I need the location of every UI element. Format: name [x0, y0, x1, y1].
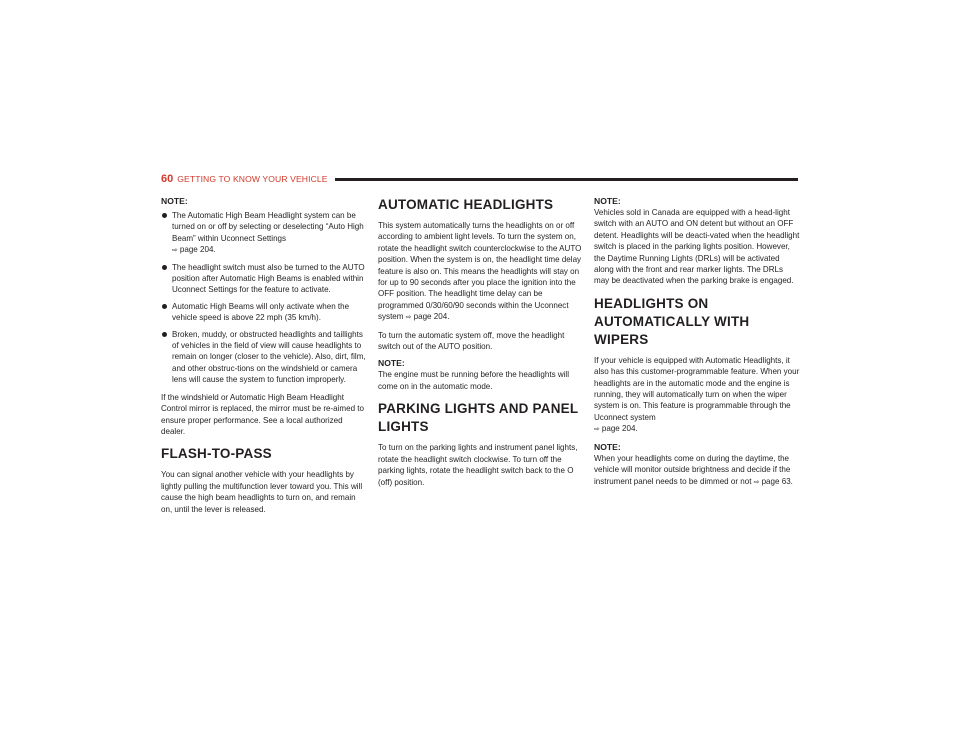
automatic-off-text: To turn the automatic system off, move the headlight switch out of the AUTO position.: [378, 330, 565, 352]
page-ref: page 204.: [413, 312, 450, 322]
section-title: GETTING TO KNOW YOUR VEHICLE: [177, 174, 328, 184]
bullet-icon: [162, 213, 167, 218]
note-bullet-list: [161, 210, 367, 386]
heading-flash-to-pass: FLASH-TO-PASS: [161, 446, 272, 462]
page-ref-arrow-icon: ⇨: [405, 314, 412, 322]
auto-text: This system automatically turns the headlights on or off according to ambient light levels. To turn the system on, rotate the headlight switch counterclockwise to the AUTO position. When the system is on, the headlight time delay feature is also on. This means the headlights will stay on for up to 90 seconds after you place the ignition into the OFF position. The headlight time delay can be programmed 0/30/60/90 seconds within the Uconnect system: [378, 221, 582, 322]
parking-lights-text: To turn on the parking lights and instrument panel lights, rotate the headlight switch clockwise. To turn off the parking lights, rotate the headlight switch back to the O (off) position.: [378, 443, 578, 487]
heading-parking-lights: PARKING LIGHTS AND PANEL LIGHTS: [378, 401, 579, 435]
note-text: [594, 453, 800, 488]
bullet-text: Automatic High Beams will only activate when the vehicle speed is above 22 mph (35 km/h).: [172, 301, 350, 323]
automatic-headlights-text: [378, 220, 584, 324]
bullet-icon: [162, 332, 167, 337]
column-1: [161, 196, 367, 521]
page-ref-arrow-icon: ⇨: [594, 426, 600, 434]
note2-body: When your headlights come on during the daytime, the vehicle will monitor outside brightness and decide if the instrument panel needs to be dimmed or not: [594, 453, 791, 486]
header-rule: [335, 178, 798, 181]
heading-headlights-with-wipers: HEADLIGHTS ON AUTOMATICALLY WITH WIPERS: [594, 295, 750, 347]
wipers-text: [594, 355, 800, 436]
bullet-icon: [162, 304, 167, 309]
bullet-text: The headlight switch must also be turned to the AUTO position after Automatic High Beams is enabled within Uconnect Settings for the feature to activate.: [172, 262, 365, 295]
note-label: NOTE:: [161, 196, 188, 206]
page-number: 60: [161, 173, 174, 185]
note-text: The engine must be running before the headlights will come on in the automatic mode.: [378, 370, 570, 391]
list-item: [161, 262, 367, 296]
mirror-paragraph: If the windshield or Automatic High Beam Headlight Control mirror is replaced, the mirror must be re-aimed to ensure proper performance. See a local authorized dealer.: [161, 392, 365, 436]
note-text: Vehicles sold in Canada are equipped with a head-light switch with an AUTO and ON detent but without an OFF detent. Headlights will be deacti-vated when the headlight switch is placed in the parking lights position. However, the Daytime Running Lights (DRLs) will be activated along with the front and rear marker lights. The DRLs may be deactivated when the parking brake is engaged.: [594, 208, 800, 286]
note-label: NOTE:: [378, 358, 405, 369]
page-ref: page 204.: [601, 424, 638, 434]
page-ref-arrow-icon: ⇨: [753, 478, 760, 486]
note-label: NOTE:: [594, 441, 621, 452]
list-item: [161, 301, 367, 324]
list-item: [161, 210, 367, 257]
page-ref: page 63.: [761, 476, 793, 486]
page-ref: page 204.: [179, 245, 216, 255]
bullet-text: The Automatic High Beam Headlight system can be turned on or off by selecting or deselecting “Auto High Beam” within Uconnect Settings: [172, 211, 364, 243]
flash-to-pass-text: You can signal another vehicle with your headlights by lightly pulling the multifunction lever toward you. This will cause the high beam headlights to turn on, and remain on, until the lever is released.: [161, 470, 363, 514]
wipers-body: If your vehicle is equipped with Automatic Headlights, it also has this customer-programmable feature. When your headlights are in the automatic mode and the engine is running, they will automatically turn on when the wiper system is on. This feature is programmable through the Uconnect system: [594, 355, 800, 422]
page-header: [161, 172, 798, 186]
heading-automatic-headlights: AUTOMATIC HEADLIGHTS: [378, 197, 554, 212]
bullet-icon: [162, 265, 167, 270]
page-ref-arrow-icon: ⇨: [172, 247, 178, 255]
bullet-text: Broken, muddy, or obstructed headlights and taillights of vehicles in the field of view will cause headlights to remain on longer (closer to the vehicle). Also, dirt, film, and other obstruc-tions on the windshield or camera lens will cause the system to function improperly.: [172, 329, 366, 385]
column-2: [378, 196, 584, 494]
note-label: NOTE:: [594, 196, 621, 206]
list-item: [161, 329, 367, 386]
column-3: [594, 196, 800, 494]
